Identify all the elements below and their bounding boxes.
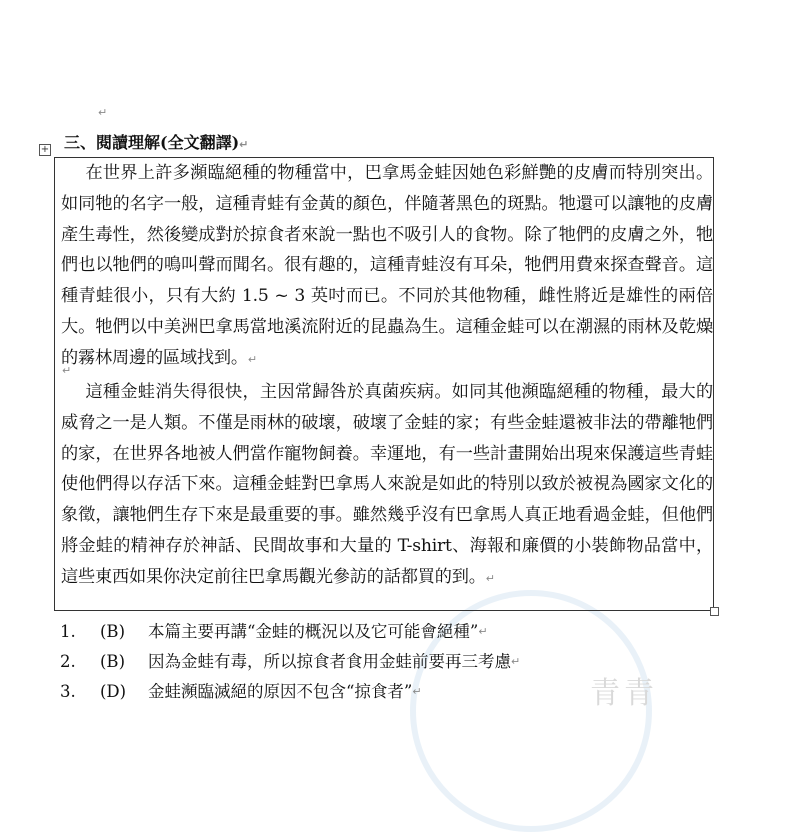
paragraph-mark: ↵ (62, 364, 72, 377)
paragraph-mark: ↵ (247, 352, 257, 366)
paragraph-mark: ↵ (239, 138, 249, 151)
paragraph-mark: ↵ (412, 685, 422, 698)
paragraph-2-text: 這種金蛙消失得很快，主因常歸咎於真菌疾病。如同其他瀕臨絕種的物種，最大的威脅之一是人類。不僅是雨林的破壞，破壞了金蛙的家；有些金蛙還被非法的帶離牠們的家，在世界各地被人們當作寵物飼養。幸運地，有一些計畫開始出現來保護這些青蛙使他們得以存活下來。這種金蛙對巴拿馬人來說是如此的特別以致於被視為國家文化的象徵，讓牠們生存下來是最重要的事。雖然幾乎沒有巴拿馬人真正地看過金蛙，但他們將金蛙的精神存於神話、民間故事和大量的 T-shirt、海報和廉價的小裝飾物品當中，這些東西如果你決定前往巴拿馬觀光參訪的話都買的到。 (61, 382, 713, 587)
answer-choice: (B) (100, 622, 125, 641)
answer-explanation: 因為金蛙有毒，所以掠食者食用金蛙前要再三考慮 (148, 652, 511, 671)
answer-choice: (B) (100, 652, 125, 671)
answer-item (60, 647, 720, 677)
paragraph-2 (61, 377, 713, 595)
answer-item (60, 677, 720, 707)
answer-number: 2. (60, 652, 76, 671)
section-heading-text: 三、閱讀理解(全文翻譯) (64, 133, 240, 152)
paragraph-mark: ↵ (511, 655, 521, 668)
answer-explanation: 金蛙瀕臨滅絕的原因不包含“掠食者” (148, 682, 413, 701)
answer-number: 3. (60, 682, 76, 701)
answer-explanation: 本篇主要再講“金蛙的概況以及它可能會絕種” (148, 622, 479, 641)
answer-number: 1. (60, 622, 76, 641)
watermark-text: 青青 (590, 676, 658, 711)
section-heading (64, 130, 248, 153)
paragraph-1-text: 在世界上許多瀕臨絕種的物種當中，巴拿馬金蛙因她色彩鮮艷的皮膚而特別突出。如同牠的名字一般，這種青蛙有金黃的顏色，伴隨著黑色的斑點。牠還可以讓牠的皮膚產生毒性，然後變成對於掠食者來說一點也不吸引人的食物。除了牠們的皮膚之外，牠們也以牠們的鳴叫聲而聞名。很有趣的，這種青蛙沒有耳朵，牠們用費來探查聲音。這種青蛙很小，只有大約 1.5 ~ 3 英吋而已。不同於其他物種，雌性將近是雄性的兩倍大。牠們以中美洲巴拿馬當地溪流附近的昆蟲為生。這種金蛙可以在潮濕的雨林及乾燥的霧林周邊的區域找到。 (61, 163, 713, 368)
paragraph-mark: ↵ (98, 106, 108, 119)
paragraph-mark: ↵ (485, 571, 495, 585)
answer-item (60, 617, 720, 647)
answer-list (60, 617, 720, 707)
answer-choice: (D) (100, 682, 127, 701)
textbox-move-handle-icon[interactable]: + (40, 144, 50, 155)
paragraph-mark: ↵ (478, 625, 488, 638)
paragraph-1 (61, 158, 713, 376)
textbox-resize-handle[interactable] (710, 607, 719, 616)
